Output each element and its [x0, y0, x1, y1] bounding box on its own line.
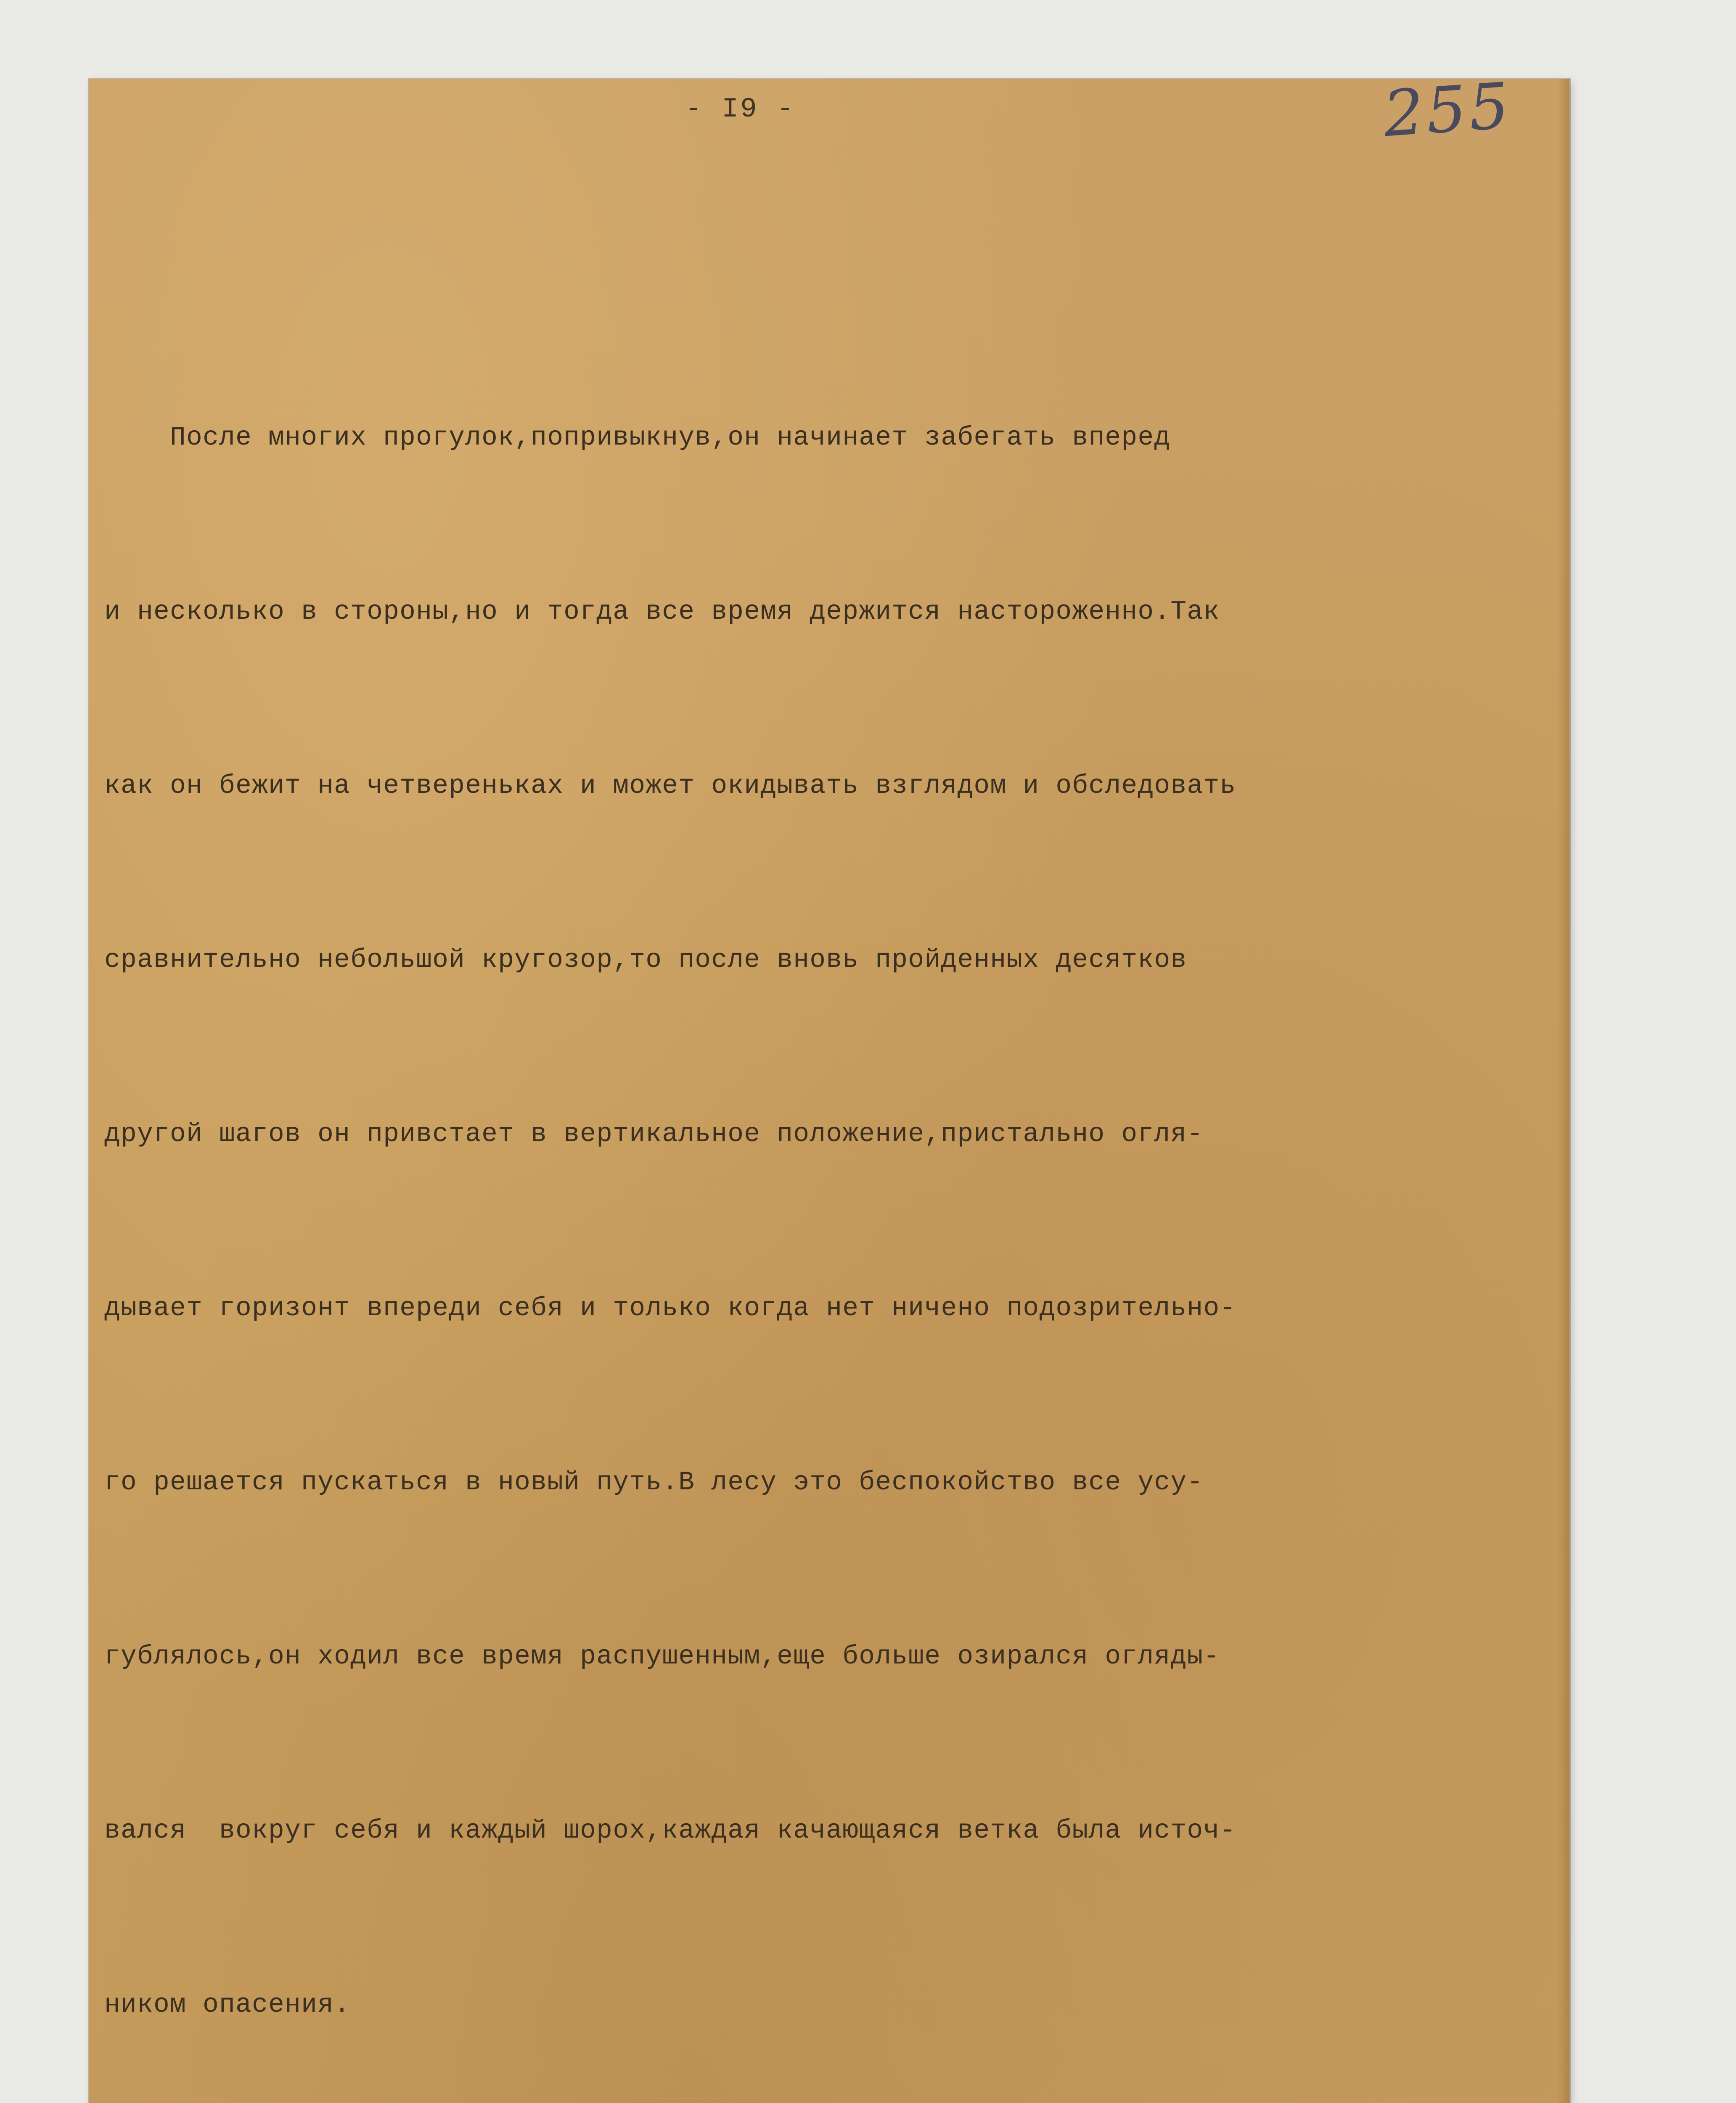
text-line: ником опасения.: [104, 1990, 351, 2020]
archive-folio-number: 255: [1381, 69, 1514, 151]
text-line: как он бежит на четвереньках и может окидывать взглядом и обследовать: [104, 771, 1236, 801]
page-number: - I9 -: [685, 93, 795, 125]
paragraph: [104, 293, 1450, 2103]
text-line: и несколько в стороны,но и тогда все время держится настороженно.Так: [104, 597, 1220, 627]
body-text: [104, 177, 1450, 2103]
text-line: сравнительно небольшой кругозор,то после вновь пройденных десятков: [104, 945, 1187, 975]
text-line: го решается пускаться в новый путь.В лесу это беспокойство все усу-: [104, 1467, 1204, 1497]
text-line: другой шагов он привстает в вертикальное положение,пристально огля-: [104, 1119, 1204, 1149]
text-line: После многих прогулок,попривыкнув,он начинает забегать вперед: [104, 423, 1171, 453]
text-line: гублялось,он ходил все время распушенным,еще больше озирался огляды-: [104, 1642, 1220, 1671]
paper-edge-shadow: [1558, 79, 1569, 2103]
text-line: вался вокруг себя и каждый шорох,каждая качающаяся ветка была источ-: [104, 1816, 1236, 1846]
text-line: дывает горизонт впереди себя и только когда нет ничено подозрительно-: [104, 1293, 1236, 1323]
